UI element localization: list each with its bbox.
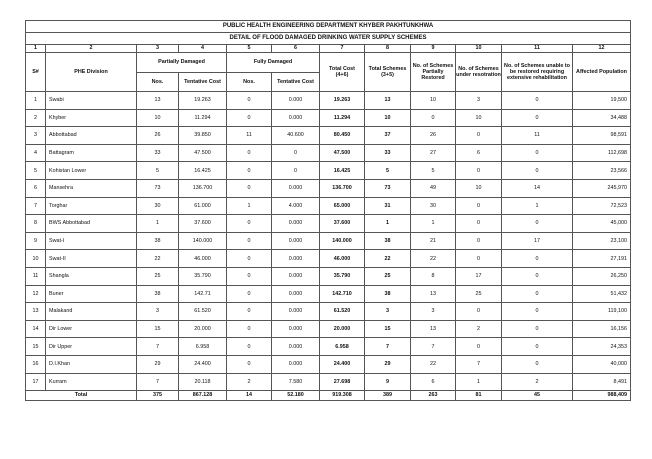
- cell-partial-cost: 11.294: [179, 109, 227, 127]
- cell-partial-cost: 20.118: [179, 373, 227, 391]
- cell-unable-restored: 0: [502, 250, 573, 268]
- header-total-schemes-formula: (3+5): [381, 72, 394, 78]
- cell-total-cost: 47.500: [320, 144, 365, 162]
- cell-partial-nos: 7: [137, 338, 179, 356]
- header-full-nos: Nos.: [227, 73, 272, 92]
- cell-full-cost: 0.000: [272, 92, 320, 110]
- cell-full-cost: 0.000: [272, 250, 320, 268]
- cell-division: Swat-II: [46, 250, 137, 268]
- cell-total-cost: 140.000: [320, 232, 365, 250]
- table-row: [26, 92, 631, 110]
- cell-affected-population: 98,591: [573, 127, 631, 145]
- cell-full-nos: 0: [227, 144, 272, 162]
- total-total-cost: 919.308: [320, 391, 365, 401]
- cell-total-schemes: 1: [365, 215, 411, 233]
- report-subtitle: DETAIL OF FLOOD DAMAGED DRINKING WATER SUPPLY SCHEMES: [26, 33, 631, 45]
- column-number: 10: [456, 45, 502, 53]
- flood-damage-table: [25, 20, 631, 401]
- cell-full-nos: 0: [227, 232, 272, 250]
- cell-unable-restored: 0: [502, 320, 573, 338]
- cell-total-cost: 136.700: [320, 179, 365, 197]
- total-row: [26, 391, 631, 401]
- cell-sno: 1: [26, 92, 46, 110]
- cell-total-schemes: 29: [365, 355, 411, 373]
- header-under-restoration: No. of Schemes under resotration: [456, 53, 502, 92]
- cell-division: Torghar: [46, 197, 137, 215]
- cell-division: Kohistan Lower: [46, 162, 137, 180]
- cell-partially-restored: 13: [411, 320, 456, 338]
- cell-partial-nos: 7: [137, 373, 179, 391]
- total-label: Total: [26, 391, 137, 401]
- table-row: [26, 109, 631, 127]
- cell-under-restoration: 0: [456, 215, 502, 233]
- cell-sno: 9: [26, 232, 46, 250]
- cell-affected-population: 24,353: [573, 338, 631, 356]
- cell-unable-restored: 0: [502, 162, 573, 180]
- cell-partial-cost: 19.263: [179, 92, 227, 110]
- cell-partial-nos: 26: [137, 127, 179, 145]
- cell-full-cost: 0.000: [272, 303, 320, 321]
- cell-partial-nos: 1: [137, 215, 179, 233]
- cell-total-schemes: 3: [365, 303, 411, 321]
- cell-partial-nos: 13: [137, 92, 179, 110]
- cell-unable-restored: 0: [502, 109, 573, 127]
- header-sno: S#: [26, 53, 46, 92]
- cell-total-cost: 61.520: [320, 303, 365, 321]
- cell-sno: 13: [26, 303, 46, 321]
- cell-partially-restored: 6: [411, 373, 456, 391]
- cell-partial-nos: 15: [137, 320, 179, 338]
- cell-under-restoration: 6: [456, 144, 502, 162]
- cell-partially-restored: 26: [411, 127, 456, 145]
- header-total-cost: [320, 53, 365, 92]
- cell-total-schemes: 31: [365, 197, 411, 215]
- cell-under-restoration: 0: [456, 338, 502, 356]
- column-number: 8: [365, 45, 411, 53]
- cell-partially-restored: 3: [411, 303, 456, 321]
- cell-partial-nos: 38: [137, 232, 179, 250]
- cell-full-nos: 0: [227, 92, 272, 110]
- cell-full-nos: 0: [227, 267, 272, 285]
- total-partial-nos: 375: [137, 391, 179, 401]
- cell-affected-population: 72,523: [573, 197, 631, 215]
- column-number: 2: [46, 45, 137, 53]
- cell-full-cost: 0.000: [272, 338, 320, 356]
- cell-full-nos: 0: [227, 355, 272, 373]
- cell-under-restoration: 7: [456, 355, 502, 373]
- cell-total-cost: 65.000: [320, 197, 365, 215]
- table-row: [26, 232, 631, 250]
- cell-total-cost: 27.698: [320, 373, 365, 391]
- cell-unable-restored: 0: [502, 285, 573, 303]
- cell-partial-nos: 30: [137, 197, 179, 215]
- total-partially-restored: 263: [411, 391, 456, 401]
- cell-partially-restored: 7: [411, 338, 456, 356]
- cell-total-cost: 46.000: [320, 250, 365, 268]
- cell-partial-nos: 33: [137, 144, 179, 162]
- cell-under-restoration: 1: [456, 373, 502, 391]
- cell-unable-restored: 17: [502, 232, 573, 250]
- cell-unable-restored: 0: [502, 267, 573, 285]
- cell-partial-cost: 142.71: [179, 285, 227, 303]
- report-container: [25, 20, 630, 401]
- cell-affected-population: 27,191: [573, 250, 631, 268]
- column-number: 7: [320, 45, 365, 53]
- cell-affected-population: 45,000: [573, 215, 631, 233]
- cell-total-schemes: 33: [365, 144, 411, 162]
- cell-under-restoration: 10: [456, 109, 502, 127]
- cell-affected-population: 245,970: [573, 179, 631, 197]
- table-row: [26, 267, 631, 285]
- cell-full-cost: 0: [272, 144, 320, 162]
- cell-total-cost: 16.425: [320, 162, 365, 180]
- cell-full-cost: 0.000: [272, 215, 320, 233]
- cell-division: Malakand: [46, 303, 137, 321]
- column-number: 5: [227, 45, 272, 53]
- cell-partial-cost: 37.600: [179, 215, 227, 233]
- cell-full-cost: 0: [272, 162, 320, 180]
- cell-partial-nos: 73: [137, 179, 179, 197]
- cell-total-schemes: 25: [365, 267, 411, 285]
- cell-sno: 12: [26, 285, 46, 303]
- cell-partially-restored: 5: [411, 162, 456, 180]
- cell-division: Buner: [46, 285, 137, 303]
- column-number: 1: [26, 45, 46, 53]
- cell-affected-population: 34,488: [573, 109, 631, 127]
- cell-affected-population: 19,500: [573, 92, 631, 110]
- cell-total-schemes: 38: [365, 232, 411, 250]
- cell-full-cost: 0.000: [272, 232, 320, 250]
- cell-under-restoration: 3: [456, 92, 502, 110]
- cell-unable-restored: 11: [502, 127, 573, 145]
- table-body: [26, 92, 631, 401]
- total-partial-cost: 867.128: [179, 391, 227, 401]
- cell-division: Kurram: [46, 373, 137, 391]
- cell-partial-nos: 22: [137, 250, 179, 268]
- header-partially-restored: No. of Schemes Partially Restored: [411, 53, 456, 92]
- header-fully-damaged: Fully Damaged: [227, 53, 320, 73]
- cell-partially-restored: 30: [411, 197, 456, 215]
- cell-affected-population: 26,250: [573, 267, 631, 285]
- cell-sno: 7: [26, 197, 46, 215]
- cell-division: Dir Upper: [46, 338, 137, 356]
- cell-full-nos: 2: [227, 373, 272, 391]
- cell-partial-cost: 47.500: [179, 144, 227, 162]
- cell-partial-nos: 38: [137, 285, 179, 303]
- cell-under-restoration: 0: [456, 250, 502, 268]
- cell-total-schemes: 5: [365, 162, 411, 180]
- cell-full-cost: 4.000: [272, 197, 320, 215]
- cell-unable-restored: 1: [502, 197, 573, 215]
- cell-division: D.I.Khan: [46, 355, 137, 373]
- cell-full-cost: 0.000: [272, 267, 320, 285]
- cell-full-nos: 11: [227, 127, 272, 145]
- cell-division: Khyber: [46, 109, 137, 127]
- cell-division: Swat-I: [46, 232, 137, 250]
- cell-partial-cost: 20.000: [179, 320, 227, 338]
- table-row: [26, 355, 631, 373]
- cell-division: Shangla: [46, 267, 137, 285]
- cell-under-restoration: 0: [456, 303, 502, 321]
- cell-partially-restored: 0: [411, 109, 456, 127]
- header-partial-nos: Nos.: [137, 73, 179, 92]
- cell-full-cost: 0.000: [272, 320, 320, 338]
- column-number: 3: [137, 45, 179, 53]
- cell-full-nos: 0: [227, 285, 272, 303]
- cell-unable-restored: 0: [502, 303, 573, 321]
- table-row: [26, 250, 631, 268]
- cell-partial-cost: 136.700: [179, 179, 227, 197]
- cell-under-restoration: 2: [456, 320, 502, 338]
- cell-full-nos: 0: [227, 320, 272, 338]
- cell-sno: 10: [26, 250, 46, 268]
- cell-partially-restored: 22: [411, 355, 456, 373]
- cell-partially-restored: 22: [411, 250, 456, 268]
- cell-partial-cost: 35.790: [179, 267, 227, 285]
- cell-division: Abbottabad: [46, 127, 137, 145]
- cell-full-nos: 0: [227, 109, 272, 127]
- cell-under-restoration: 0: [456, 127, 502, 145]
- cell-partial-cost: 16.425: [179, 162, 227, 180]
- table-row: [26, 303, 631, 321]
- cell-sno: 8: [26, 215, 46, 233]
- cell-under-restoration: 0: [456, 197, 502, 215]
- cell-full-cost: 40.600: [272, 127, 320, 145]
- cell-partial-cost: 6.958: [179, 338, 227, 356]
- total-full-cost: 52.180: [272, 391, 320, 401]
- column-number: 6: [272, 45, 320, 53]
- report-title: PUBLIC HEALTH ENGINEERING DEPARTMENT KHYBER PAKHTUNKHWA: [26, 21, 631, 33]
- cell-unable-restored: 0: [502, 92, 573, 110]
- table-row: [26, 338, 631, 356]
- cell-division: Swabi: [46, 92, 137, 110]
- total-total-schemes: 389: [365, 391, 411, 401]
- cell-total-cost: 11.294: [320, 109, 365, 127]
- cell-affected-population: 51,432: [573, 285, 631, 303]
- cell-under-restoration: 25: [456, 285, 502, 303]
- cell-partial-nos: 10: [137, 109, 179, 127]
- cell-unable-restored: 0: [502, 215, 573, 233]
- cell-total-cost: 20.000: [320, 320, 365, 338]
- cell-division: Mansehra: [46, 179, 137, 197]
- table-row: [26, 320, 631, 338]
- cell-total-schemes: 13: [365, 92, 411, 110]
- table-row: [26, 285, 631, 303]
- cell-division: Battagram: [46, 144, 137, 162]
- cell-partial-nos: 3: [137, 303, 179, 321]
- cell-partial-cost: 39.850: [179, 127, 227, 145]
- column-number-row: [26, 45, 631, 53]
- cell-total-schemes: 15: [365, 320, 411, 338]
- cell-partial-cost: 61.000: [179, 197, 227, 215]
- cell-sno: 3: [26, 127, 46, 145]
- cell-sno: 5: [26, 162, 46, 180]
- cell-full-nos: 0: [227, 250, 272, 268]
- cell-under-restoration: 17: [456, 267, 502, 285]
- table-row: [26, 197, 631, 215]
- cell-total-cost: 35.790: [320, 267, 365, 285]
- cell-total-schemes: 9: [365, 373, 411, 391]
- cell-partial-cost: 140.000: [179, 232, 227, 250]
- cell-sno: 11: [26, 267, 46, 285]
- table-row: [26, 215, 631, 233]
- header-partially-damaged: Partially Damaged: [137, 53, 227, 73]
- header-total-schemes-label: Total Schemes: [368, 65, 407, 72]
- cell-full-nos: 0: [227, 338, 272, 356]
- column-number: 9: [411, 45, 456, 53]
- cell-under-restoration: 0: [456, 232, 502, 250]
- cell-full-cost: 0.000: [272, 355, 320, 373]
- cell-partial-cost: 61.520: [179, 303, 227, 321]
- cell-sno: 2: [26, 109, 46, 127]
- cell-full-nos: 1: [227, 197, 272, 215]
- column-number: 11: [502, 45, 573, 53]
- cell-unable-restored: 0: [502, 338, 573, 356]
- cell-under-restoration: 10: [456, 179, 502, 197]
- table-row: [26, 179, 631, 197]
- cell-partially-restored: 49: [411, 179, 456, 197]
- cell-sno: 4: [26, 144, 46, 162]
- cell-partial-nos: 29: [137, 355, 179, 373]
- cell-affected-population: 23,100: [573, 232, 631, 250]
- header-unable-restored: No. of Schemes unable to be restored requiring extensive rehabilitation: [502, 53, 573, 92]
- cell-partially-restored: 21: [411, 232, 456, 250]
- cell-full-cost: 7.580: [272, 373, 320, 391]
- cell-total-schemes: 38: [365, 285, 411, 303]
- header-affected-population: Affected Population: [573, 53, 631, 92]
- cell-affected-population: 23,566: [573, 162, 631, 180]
- cell-full-cost: 0.000: [272, 109, 320, 127]
- table-row: [26, 144, 631, 162]
- cell-division: BWS Abbottabad: [46, 215, 137, 233]
- cell-division: Dir Lower: [46, 320, 137, 338]
- cell-partially-restored: 1: [411, 215, 456, 233]
- cell-total-cost: 80.450: [320, 127, 365, 145]
- header-partial-cost: Tentative Cost: [179, 73, 227, 92]
- header-full-cost: Tentative Cost: [272, 73, 320, 92]
- cell-affected-population: 16,156: [573, 320, 631, 338]
- cell-affected-population: 8,491: [573, 373, 631, 391]
- cell-full-cost: 0.000: [272, 179, 320, 197]
- column-number: 4: [179, 45, 227, 53]
- cell-total-cost: 19.263: [320, 92, 365, 110]
- cell-full-nos: 0: [227, 303, 272, 321]
- cell-partially-restored: 8: [411, 267, 456, 285]
- cell-sno: 17: [26, 373, 46, 391]
- cell-total-schemes: 37: [365, 127, 411, 145]
- cell-full-nos: 0: [227, 215, 272, 233]
- cell-partially-restored: 13: [411, 285, 456, 303]
- cell-partially-restored: 10: [411, 92, 456, 110]
- cell-full-nos: 0: [227, 162, 272, 180]
- cell-sno: 16: [26, 355, 46, 373]
- total-unable-restored: 45: [502, 391, 573, 401]
- cell-affected-population: 119,100: [573, 303, 631, 321]
- cell-total-cost: 142.710: [320, 285, 365, 303]
- cell-sno: 15: [26, 338, 46, 356]
- cell-partial-nos: 5: [137, 162, 179, 180]
- total-full-nos: 14: [227, 391, 272, 401]
- header-total-cost-label: Total Cost: [329, 65, 355, 72]
- header-division: PHE Division: [46, 53, 137, 92]
- total-under-restoration: 81: [456, 391, 502, 401]
- cell-unable-restored: 0: [502, 355, 573, 373]
- cell-total-schemes: 73: [365, 179, 411, 197]
- cell-partial-cost: 24.400: [179, 355, 227, 373]
- cell-total-schemes: 10: [365, 109, 411, 127]
- cell-total-cost: 37.600: [320, 215, 365, 233]
- header-total-cost-formula: (4+6): [335, 72, 349, 78]
- cell-affected-population: 40,000: [573, 355, 631, 373]
- cell-partial-nos: 25: [137, 267, 179, 285]
- cell-total-schemes: 22: [365, 250, 411, 268]
- cell-affected-population: 112,698: [573, 144, 631, 162]
- cell-full-nos: 0: [227, 179, 272, 197]
- cell-unable-restored: 14: [502, 179, 573, 197]
- header-total-schemes: [365, 53, 411, 92]
- cell-under-restoration: 0: [456, 162, 502, 180]
- table-row: [26, 162, 631, 180]
- total-affected-population: 988,409: [573, 391, 631, 401]
- cell-total-cost: 6.958: [320, 338, 365, 356]
- cell-sno: 14: [26, 320, 46, 338]
- cell-full-cost: 0.000: [272, 285, 320, 303]
- table-row: [26, 373, 631, 391]
- cell-sno: 6: [26, 179, 46, 197]
- cell-total-cost: 24.400: [320, 355, 365, 373]
- cell-unable-restored: 2: [502, 373, 573, 391]
- column-number: 12: [573, 45, 631, 53]
- cell-unable-restored: 0: [502, 144, 573, 162]
- cell-partial-cost: 46.000: [179, 250, 227, 268]
- cell-partially-restored: 27: [411, 144, 456, 162]
- cell-total-schemes: 7: [365, 338, 411, 356]
- table-row: [26, 127, 631, 145]
